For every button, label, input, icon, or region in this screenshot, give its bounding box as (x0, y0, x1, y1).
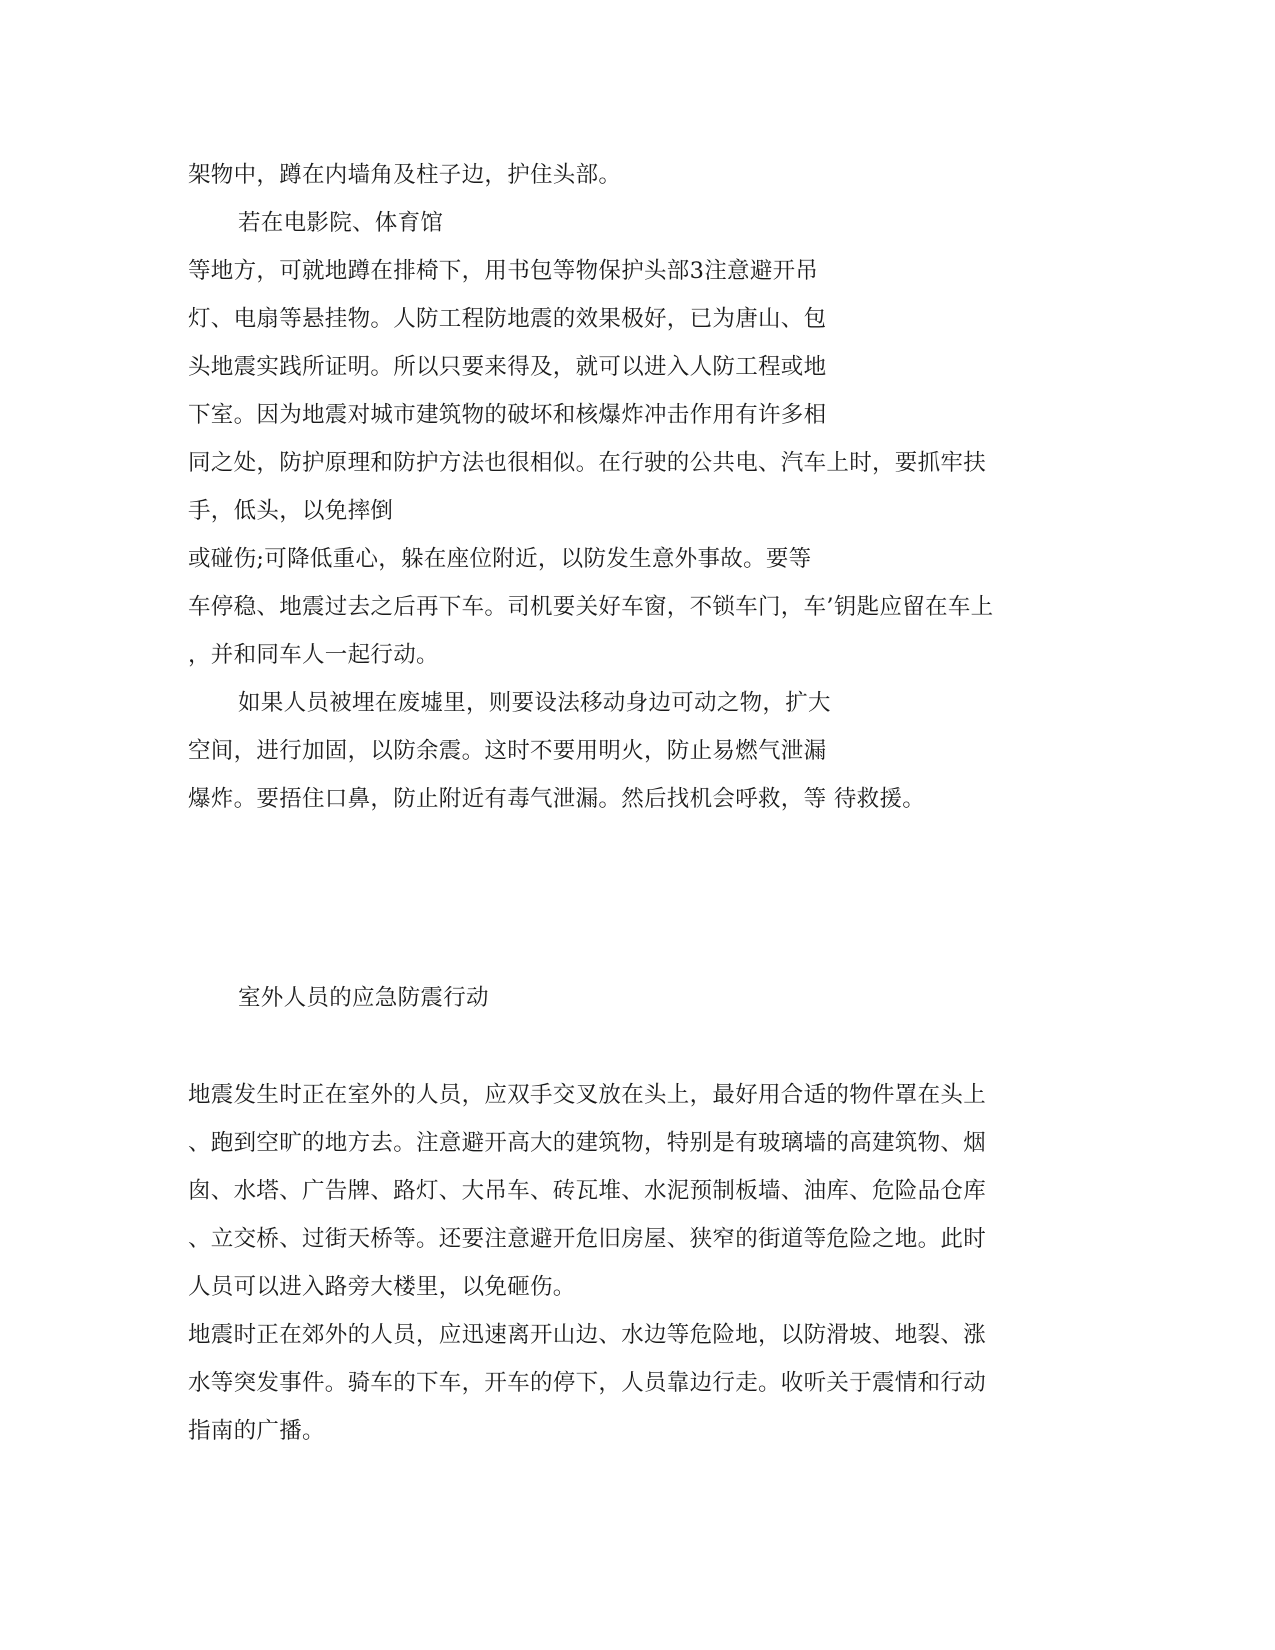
text-line: 等地方，可就地蹲在排椅下，用书包等物保护头部3注意避开吊 (188, 258, 819, 284)
text-line: 空间，进行加固，以防余震。这时不要用明火，防止易燃气泄漏 (188, 738, 827, 764)
text-line: 架物中，蹲在内墙角及柱子边，护住头部。 (188, 162, 622, 188)
text-line: 灯、电扇等悬挂物。人防工程防地震的效果极好，已为唐山、包 (188, 306, 827, 332)
text-line: 地震发生时正在室外的人员，应双手交叉放在头上，最好用合适的物件罩在头上 (188, 1082, 987, 1108)
text-line: 、跑到空旷的地方去。注意避开高大的建筑物，特别是有玻璃墙的高建筑物、烟 (188, 1130, 987, 1156)
text-line: 指南的广播。 (188, 1418, 325, 1444)
text-line: 头地震实践所证明。所以只要来得及，就可以进入人防工程或地 (188, 354, 827, 380)
text-line: 人员可以进入路旁大楼里，以免砸伤。 (188, 1274, 576, 1300)
text-line: 水等突发事件。骑车的下车，开车的停下，人员靠边行走。收听关于震情和行动 (188, 1370, 987, 1396)
text-line: 车停稳、地震过去之后再下车。司机要关好车窗，不锁车门，车’钥匙应留在车上 (188, 594, 994, 620)
text-line: 下室。因为地震对城市建筑物的破坏和核爆炸冲击作用有许多相 (188, 402, 827, 428)
text-line: 囱、水塔、广告牌、路灯、大吊车、砖瓦堆、水泥预制板墙、油库、危险品仓库 (188, 1178, 987, 1204)
text-line: ，并和同车人一起行动。 (188, 642, 439, 668)
section-heading: 室外人员的应急防震行动 (238, 985, 489, 1011)
text-line: 同之处，防护原理和防护方法也很相似。在行驶的公共电、汽车上时，要抓牢扶 (188, 450, 987, 476)
text-line: 地震时正在郊外的人员，应迅速离开山边、水边等危险地，以防滑坡、地裂、涨 (188, 1322, 987, 1348)
text-line: 如果人员被埋在废墟里，则要设法移动身边可动之物，扩大 (238, 690, 831, 716)
text-line: 爆炸。要捂住口鼻，防止附近有毒气泄漏。然后找机会呼救，等 待救援。 (188, 786, 926, 812)
text-line: 手，低头，以免摔倒 (188, 498, 394, 524)
text-line: 或碰伤;可降低重心，躲在座位附近，以防发生意外事故。要等 (188, 546, 812, 572)
text-line: 若在电影院、体育馆 (238, 210, 444, 236)
text-line: 、立交桥、过街天桥等。还要注意避开危旧房屋、狭窄的街道等危险之地。此时 (188, 1226, 987, 1252)
